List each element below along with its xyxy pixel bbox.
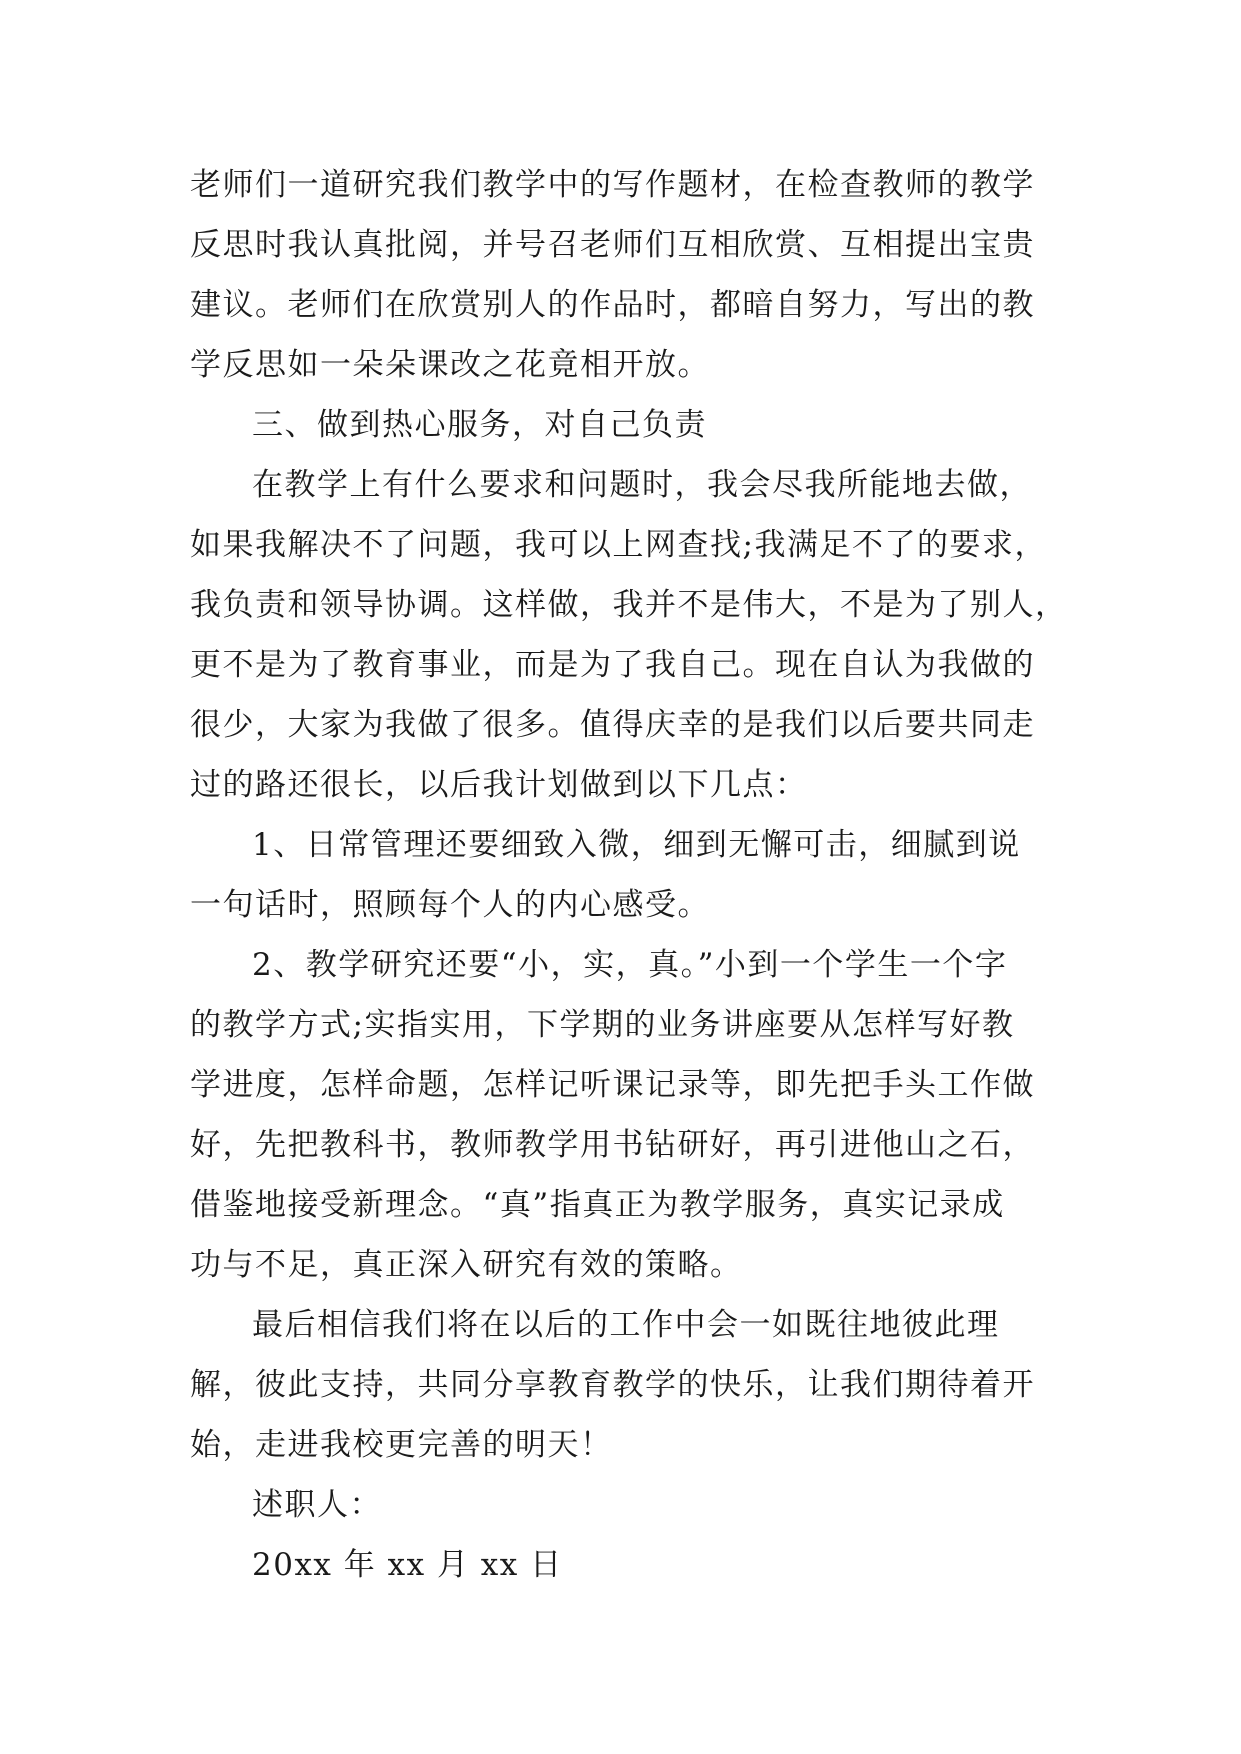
document-page — [190, 155, 1068, 1595]
text-line: 我负责和领导协调。这样做，我并不是伟大，不是为了别人， — [190, 587, 1068, 623]
text-line: 始，走进我校更完善的明天！ — [190, 1427, 613, 1463]
text-line: 一句话时，照顾每个人的内心感受。 — [190, 887, 710, 923]
text-line: 借鉴地接受新理念。“真”指真正为教学服务，真实记录成 — [190, 1187, 1005, 1223]
date-line: 20xx 年 xx 月 xx 日 — [252, 1547, 563, 1583]
text-line: 反思时我认真批阅，并号召老师们互相欣赏、互相提出宝贵 — [190, 227, 1035, 263]
text-line: 如果我解决不了问题，我可以上网查找;我满足不了的要求， — [190, 527, 1047, 563]
text-line: 的教学方式;实指实用，下学期的业务讲座要从怎样写好教 — [190, 1007, 1015, 1043]
text-line: 2、教学研究还要“小，实，真。”小到一个学生一个字 — [252, 947, 1008, 983]
text-line: 功与不足，真正深入研究有效的策略。 — [190, 1247, 743, 1283]
list-item-2 — [190, 935, 1050, 1295]
paragraph-teaching-reflection — [190, 155, 1050, 395]
text-line: 学进度，怎样命题，怎样记听课记录等，即先把手头工作做 — [190, 1067, 1035, 1103]
text-line: 好，先把教科书，教师教学用书钻研好，再引进他山之石， — [190, 1127, 1035, 1163]
reporter-label: 述职人： — [252, 1487, 382, 1523]
section-heading-three — [190, 395, 1050, 455]
text-line: 过的路还很长，以后我计划做到以下几点： — [190, 767, 808, 803]
closing-paragraph — [190, 1295, 1050, 1475]
text-line: 在教学上有什么要求和问题时，我会尽我所能地去做， — [252, 467, 1032, 503]
list-item-1 — [190, 815, 1050, 935]
paragraph-service — [190, 455, 1068, 815]
text-line: 解，彼此支持，共同分享教育教学的快乐，让我们期待着开 — [190, 1367, 1035, 1403]
text-line: 学反思如一朵朵课改之花竟相开放。 — [190, 347, 710, 383]
section-heading-text: 三、做到热心服务，对自己负责 — [252, 407, 707, 443]
text-line: 更不是为了教育事业，而是为了我自己。现在自认为我做的 — [190, 647, 1035, 683]
text-line: 1、日常管理还要细致入微，细到无懈可击，细腻到说 — [252, 827, 1021, 863]
text-line: 很少，大家为我做了很多。值得庆幸的是我们以后要共同走 — [190, 707, 1035, 743]
text-line: 建议。老师们在欣赏别人的作品时，都暗自努力，写出的教 — [190, 287, 1035, 323]
text-line: 老师们一道研究我们教学中的写作题材，在检查教师的教学 — [190, 167, 1035, 203]
text-line: 最后相信我们将在以后的工作中会一如既往地彼此理 — [252, 1307, 1000, 1343]
signature-block — [190, 1475, 1050, 1595]
